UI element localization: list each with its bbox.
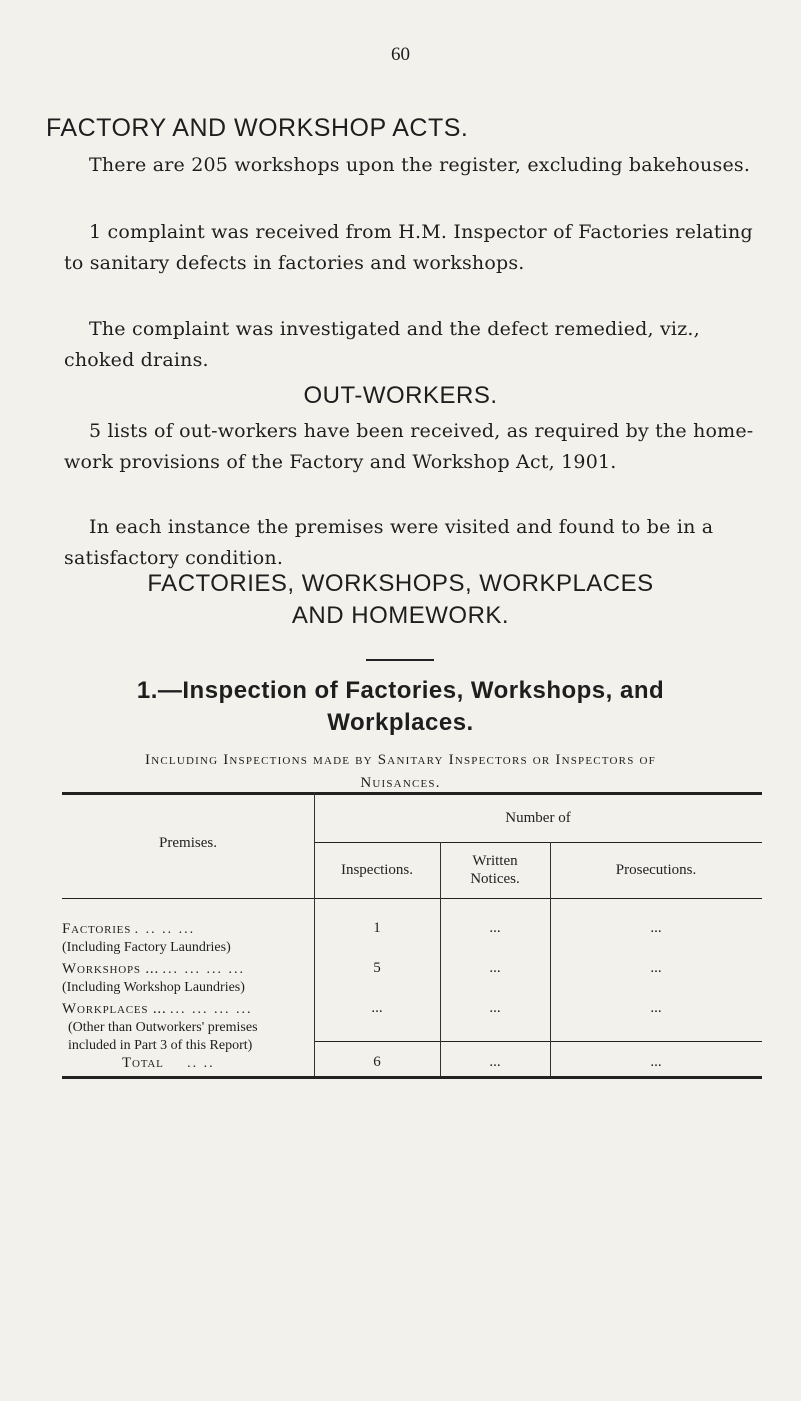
table-top-rule xyxy=(62,792,762,795)
short-divider-rule xyxy=(366,659,434,661)
inspection-table xyxy=(62,792,762,1082)
row-note-workshops: (Including Workshop Laundries) xyxy=(62,980,245,995)
paragraph-premises-visited: In each instance the premises were visited and found to be in a satisfactory condition. xyxy=(64,516,714,569)
cell-factories-prosecutions: ... xyxy=(650,920,662,936)
subsection-title-inspection xyxy=(0,675,801,739)
paragraph-complaint-investigated: The complaint was investigated and the defect remedied, viz., choked drains. xyxy=(64,318,700,371)
subtitle-line-1: Including Inspections made by Sanitary Inspectors or Inspectors of xyxy=(145,752,656,768)
page-number: 60 xyxy=(391,44,410,65)
cell-workshops-prosecutions: ... xyxy=(650,960,662,976)
row-leader-dots: ... ... ... ... xyxy=(170,1002,253,1017)
section-title-line-2: AND HOMEWORK. xyxy=(291,602,510,629)
header-number-of: Number of xyxy=(505,810,571,826)
subsection-subtitle xyxy=(0,749,801,795)
paragraph-out-worker-lists: 5 lists of out-workers have been received, as required by the home-work provisions of the Factory and Workshop Act, 1901. xyxy=(64,420,754,473)
table-row-total xyxy=(122,1054,215,1073)
header-premises: Premises. xyxy=(159,835,217,851)
subsection-title-line-2: Workplaces. xyxy=(327,709,474,736)
section-title-factory-acts: FACTORY AND WORKSHOP ACTS. xyxy=(46,114,469,142)
cell-total-inspections: 6 xyxy=(373,1054,381,1070)
row-label-workplaces: Workplaces ... xyxy=(62,1001,167,1017)
cell-workplaces-inspections: ... xyxy=(371,1000,383,1016)
cell-factories-notices: ... xyxy=(489,920,501,936)
subsection-title-line-1: 1.—Inspection of Factories, Workshops, and xyxy=(136,677,665,704)
header-written-notices xyxy=(440,852,550,888)
table-row-factories xyxy=(62,920,231,957)
paragraph-complaint-received: 1 complaint was received from H.M. Inspector of Factories relating to sanitary defects in factories and workshops. xyxy=(64,221,753,274)
header-inspections: Inspections. xyxy=(340,862,414,878)
section-title-out-workers: OUT-WORKERS. xyxy=(303,382,498,409)
cell-workshops-notices: ... xyxy=(489,960,501,976)
header-written: Written xyxy=(472,853,518,869)
row-label-factories: Factories xyxy=(62,921,132,937)
header-prosecutions: Prosecutions. xyxy=(615,862,697,878)
header-notices: Notices. xyxy=(470,871,520,887)
cell-workplaces-prosecutions: ... xyxy=(650,1000,662,1016)
subtitle-line-2: Nuisances. xyxy=(360,775,441,791)
row-label-total: Total xyxy=(122,1055,164,1071)
group-header-rule xyxy=(314,842,762,843)
table-bottom-rule xyxy=(62,1076,762,1079)
table-row-workshops xyxy=(62,960,245,997)
section-title-line-1: FACTORIES, WORKSHOPS, WORKPLACES xyxy=(147,570,654,597)
row-leader-dots: . .. .. ... xyxy=(134,922,196,937)
row-leader-dots: .. .. xyxy=(187,1056,215,1071)
row-label-workshops: Workshops ... xyxy=(62,961,160,977)
cell-total-prosecutions: ... xyxy=(650,1054,662,1070)
section-title-factories-workshops xyxy=(0,568,801,632)
cell-factories-inspections: 1 xyxy=(373,920,381,936)
cell-workshops-inspections: 5 xyxy=(373,960,381,976)
row-note-workplaces: (Other than Outworkers' premises xyxy=(68,1020,258,1035)
total-top-rule xyxy=(314,1041,762,1042)
row-note-factories: (Including Factory Laundries) xyxy=(62,940,231,955)
cell-workplaces-notices: ... xyxy=(489,1000,501,1016)
cell-total-notices: ... xyxy=(489,1054,501,1070)
header-bottom-rule xyxy=(62,898,762,899)
row-leader-dots: ... ... ... ... xyxy=(162,962,246,977)
row-note-workplaces-2: included in Part 3 of this Report) xyxy=(68,1038,253,1053)
paragraph-workshops-register: There are 205 workshops upon the register, excluding bakehouses. xyxy=(89,154,751,176)
table-row-workplaces xyxy=(62,1000,258,1055)
